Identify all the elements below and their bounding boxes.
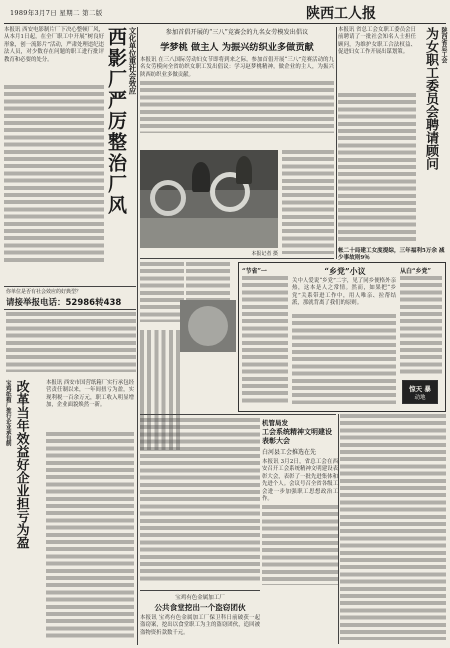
masthead — [4, 2, 446, 24]
divider — [4, 309, 136, 310]
right-top-body: 本报讯 省总工会女职工委员会日前聘请了一批社会知名人士担任顾问，为维护女职工合法权益、促进妇女工作开展出谋划策。 — [338, 27, 416, 56]
left-bottom-kicker: 宝鸡纸箱厂推行企业承包制 — [4, 380, 11, 446]
col-a-lines — [242, 276, 288, 404]
col-c-head: 从白“乡党” — [400, 268, 431, 275]
left-bottom-body: 本报讯 西安市国营纸箱厂实行承包经营责任制以来，一年间扭亏为盈，实现利税一百余万元，职工收入明显增加，企业面貌焕然一新。 — [46, 380, 134, 409]
right-bottom-article — [262, 418, 338, 642]
right-lower-article — [340, 414, 446, 644]
left-top-body-lines — [4, 85, 104, 263]
col-a-head: “节省”一 — [242, 268, 267, 275]
column-rule — [338, 414, 339, 644]
right-bottom-lines — [262, 505, 338, 585]
column-rule — [137, 27, 138, 645]
center-top-body: 本报讯 在三八国际劳动妇女节即将到来之际，参加首倡开展“三八”竞赛活动的九名女劳模向全省纺织女职工发出倡议：学习赵梦桃精神，做企业的主人，为振兴陕西纺织业多做贡献。 — [140, 57, 334, 78]
left-bottom-headline: 改革当年效益好企业担亏为盈 — [13, 380, 29, 549]
col-b-lines — [292, 314, 396, 404]
left-top-kicker: 文化单位重社会效应 — [128, 27, 137, 95]
right-bottom-kicker: 机管局发 — [262, 419, 288, 427]
right-bottom-sub: 白河县工会推选在先 — [262, 449, 317, 456]
right-bottom-headline: 工会系统精神文明建设表彰大会 — [262, 427, 332, 445]
center-bottom-body — [140, 418, 260, 586]
divider — [140, 258, 334, 259]
xiangdang-article — [240, 264, 444, 410]
stamp-label: 惊天 暴 — [409, 385, 431, 393]
center-mid-left-lines — [140, 262, 184, 322]
left-footer-note: 你单位是否有社会效应的好典型？ — [6, 289, 82, 295]
left-bottom-body-lines — [46, 432, 134, 638]
divider — [140, 414, 336, 415]
right-top-kicker: 陕西省总工会 — [440, 27, 447, 63]
left-mid-body-lines — [6, 312, 136, 372]
xiangdang-body: 关中人爱说“乡党”二字，见了同乡便格外亲热，这本是人之常情。然而，如果把“乡党”关系带进工作中，用人唯亲、拉帮结派，那就背离了我们的原则。 — [292, 278, 396, 307]
right-bottom-body: 本报讯 3月2日，省总工会在西安召开工会系统精神文明建设表彰大会，表彰了一批先进集体和先进个人。会议号召全省各级工会进一步加强职工思想政治工作。 — [262, 459, 338, 503]
divider — [4, 286, 136, 287]
left-top-body: 本报讯 西安电影制片厂下决心整顿厂风，从本月1日起，在全厂职工中开展“树良好形象，创一流影片”活动，严肃处理违纪违法人员，对少数存在问题的职工进行批评教育和必要的处分。 — [4, 27, 104, 63]
center-bottom-kicker: 宝鸡有色金属加工厂 — [175, 595, 225, 601]
center-top-article — [140, 27, 334, 147]
center-bottom-article — [140, 593, 260, 645]
col-b-head: “乡党”小议 — [324, 266, 366, 276]
right-mid-article — [338, 248, 446, 260]
center-bottom-headline: 公共食堂挖出一个盗窃团伙 — [154, 603, 246, 612]
left-bottom-article — [4, 378, 136, 644]
photo-side-text — [282, 150, 334, 254]
photo-caption: 本报记者 摄 — [251, 251, 278, 257]
news-photo — [140, 150, 278, 248]
stamp-sub: 动地 — [414, 395, 426, 401]
col-c-lines — [400, 276, 442, 376]
center-bottom-lines — [140, 418, 260, 582]
right-top-body-lines — [338, 93, 416, 243]
left-top-headline: 西影厂严厉整治厂风 — [105, 27, 127, 216]
stamp-box — [402, 380, 438, 404]
center-top-kicker: 参加首倡开展的“三八”竞赛会的九名女劳模发出倡议 — [165, 29, 309, 36]
center-top-body-lines — [140, 81, 334, 133]
left-top-article — [4, 27, 136, 285]
news-photo-2 — [180, 300, 236, 352]
report-phone-line: 请接举报电话：52986转438 — [6, 298, 122, 308]
issue-date: 1989年3月7日 星期二 第二版 — [10, 9, 103, 17]
right-top-headline: 为女职工委员会聘请顾问 — [423, 27, 438, 170]
right-top-article — [338, 27, 446, 245]
newspaper-logo: 陕西工人报 — [306, 6, 376, 22]
right-mid-subhead: 帐二十局建工女度提综，三年福利5万余 减少事故则9％ — [338, 248, 445, 261]
center-bottom-body: 本报讯 宝鸡有色金属加工厂保卫科日前破获一起盗窃案，挖出以食堂职工为主的盗窃团伙，追回被盗物资折款数千元。 — [140, 615, 260, 636]
divider — [140, 590, 260, 591]
column-rule — [336, 27, 337, 259]
right-lower-body-lines — [340, 414, 446, 640]
center-top-headline: 学梦桃 做主人 为振兴纺织业多做贡献 — [160, 42, 314, 53]
